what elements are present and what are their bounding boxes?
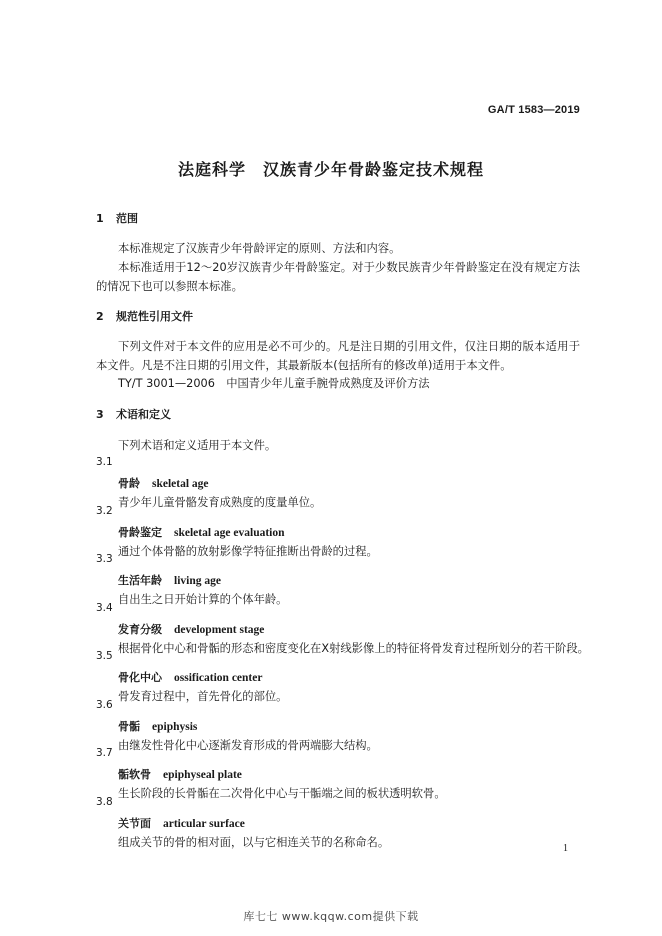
section-1-title: 范围 (116, 212, 138, 225)
term-definition: 组成关节的骨的相对面，以与它相连关节的名称命名。 (118, 836, 390, 849)
section-2-title: 规范性引用文件 (116, 310, 193, 323)
term-number: 3.4 (96, 602, 113, 614)
term-heading (118, 621, 264, 637)
term-cn: 骨骺 (118, 720, 140, 733)
document-title: 法庭科学 汉族青少年骨龄鉴定技术规程 (177, 160, 484, 179)
term-definition: 骨发育过程中，首先骨化的部位。 (118, 690, 288, 703)
term-cn: 骺软骨 (118, 768, 151, 781)
section-2-paragraph: 下列文件对于本文件的应用是必不可少的。凡是注日期的引用文件，仅注日期的版本适用于本文件。凡是不注日期的引用文件，其最新版本(包括所有的修改单)适用于本文件。 (96, 340, 580, 372)
term-en: development stage (174, 624, 265, 636)
term-heading (118, 815, 245, 831)
term-definition: 通过个体骨骼的放射影像学特征推断出骨龄的过程。 (118, 545, 378, 558)
term-en: skeletal age (152, 478, 209, 490)
term-heading (118, 572, 221, 588)
term-definition: 根据骨化中心和骨骺的形态和密度变化在X射线影像上的特征将骨发育过程所划分的若干阶段。 (118, 642, 589, 655)
term-cn: 生活年龄 (118, 574, 162, 587)
term-definition: 青少年儿童骨骼发育成熟度的度量单位。 (118, 496, 322, 509)
term-heading (118, 669, 262, 685)
section-2-number: 2 (96, 310, 104, 323)
term-cn: 骨化中心 (118, 671, 162, 684)
term-en: epiphysis (152, 721, 198, 733)
term-number: 3.1 (96, 456, 113, 468)
term-number: 3.7 (96, 747, 113, 759)
term-heading (118, 718, 197, 734)
term-cn: 骨龄 (118, 477, 140, 490)
term-cn: 骨龄鉴定 (118, 526, 162, 539)
term-en: articular surface (163, 818, 245, 830)
term-en: skeletal age evaluation (174, 527, 285, 539)
term-number: 3.5 (96, 650, 113, 662)
term-cn: 关节面 (118, 817, 151, 830)
term-definition: 自出生之日开始计算的个体年龄。 (118, 593, 288, 606)
section-3-intro: 下列术语和定义适用于本文件。 (118, 439, 277, 452)
term-number: 3.2 (96, 505, 113, 517)
section-1-heading (96, 210, 138, 226)
term-definition: 生长阶段的长骨骺在二次骨化中心与干骺端之间的板状透明软骨。 (118, 787, 446, 800)
term-cn: 发育分级 (118, 623, 162, 636)
section-1-paragraph-1: 本标准规定了汉族青少年骨龄评定的原则、方法和内容。 (118, 242, 401, 255)
term-number: 3.3 (96, 553, 113, 565)
section-1-paragraph-2: 本标准适用于12～20岁汉族青少年骨龄鉴定。对于少数民族青少年骨龄鉴定在没有规定方法的情况下也可以参照本标准。 (96, 261, 580, 293)
section-3-number: 3 (96, 408, 104, 421)
term-en: living age (174, 575, 221, 587)
term-definition: 由继发性骨化中心逐渐发育形成的骨两端膨大结构。 (118, 739, 378, 752)
term-number: 3.8 (96, 796, 113, 808)
term-number: 3.6 (96, 699, 113, 711)
section-3-title: 术语和定义 (116, 408, 171, 421)
term-heading (118, 766, 242, 782)
section-3-heading (96, 406, 171, 422)
page-number: 1 (563, 843, 568, 854)
term-en: epiphyseal plate (163, 769, 242, 781)
normative-reference: TY/T 3001—2006 中国青少年儿童手腕骨成熟度及评价方法 (118, 377, 430, 390)
section-1-number: 1 (96, 212, 104, 225)
section-2-heading (96, 308, 193, 324)
term-en: ossification center (174, 672, 263, 684)
term-heading (118, 475, 209, 491)
download-footer: 库七七 www.kqqw.com提供下载 (243, 910, 419, 923)
term-heading (118, 524, 285, 540)
standard-code: GA/T 1583—2019 (487, 104, 580, 116)
